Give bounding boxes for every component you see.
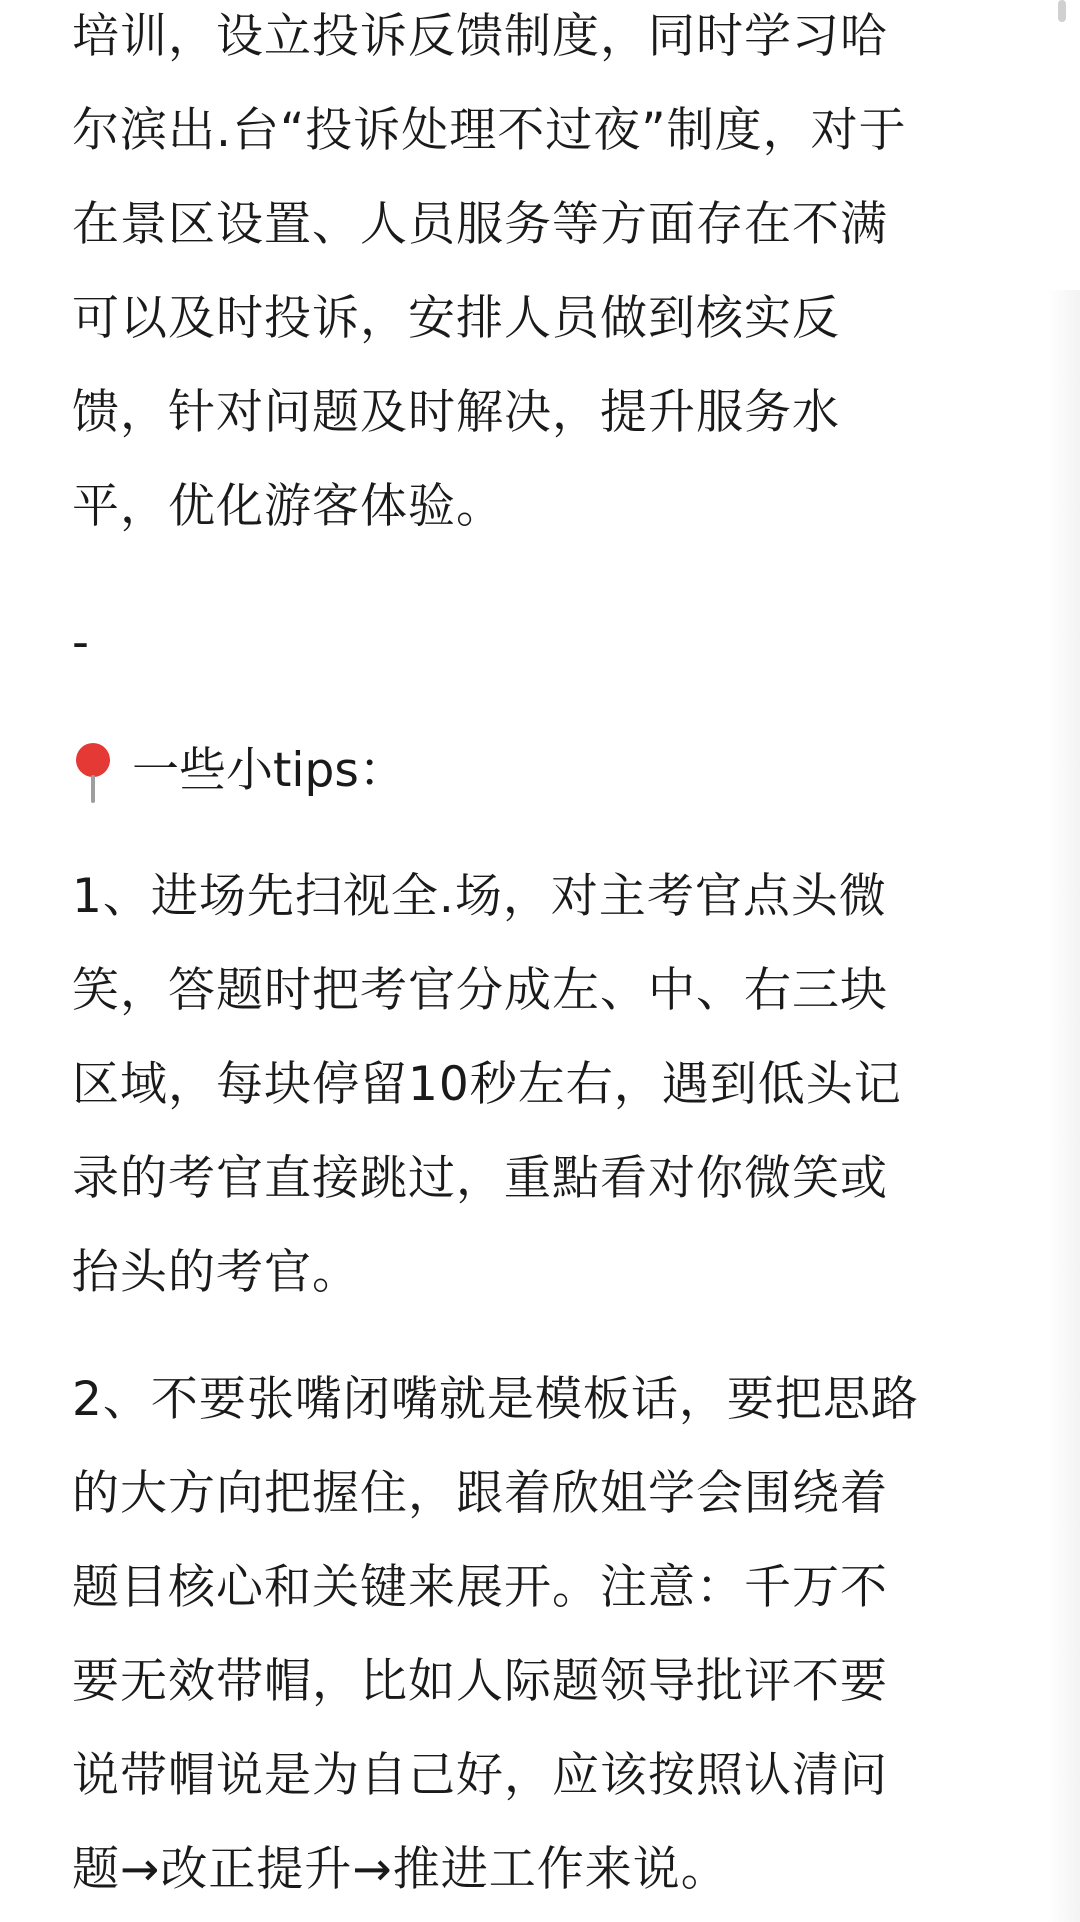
text-line: 平，优化游客体验。 [72,479,504,534]
scrollbar-thumb[interactable] [1058,0,1066,22]
text-line: 说带帽说是为自己好，应该按照认清问 [72,1748,888,1803]
text-line: 笑，答题时把考官分成左、中、右三块 [72,963,888,1018]
text-line: 1、进场先扫视全.场，对主考官点头微 [72,869,887,924]
text-line: 区域，每块停留10秒左右，遇到低头记 [72,1057,902,1112]
tip-1-paragraph [72,850,1012,1320]
tips-heading-label: 一些小tips： [132,743,406,798]
text-line: 可以及时投诉，安排人员做到核实反 [72,291,840,346]
round-pushpin-icon [72,741,120,805]
tip-2-paragraph [72,1353,1012,1917]
tips-heading [72,724,406,818]
text-line: 要无效带帽，比如人际题领导批评不要 [72,1654,888,1709]
scroll-track[interactable] [1048,290,1080,1922]
text-line: 的大方向把握住，跟着欣姐学会围绕着 [72,1466,888,1521]
paragraph-complaint-system [72,0,1012,554]
text-line: 在景区设置、人员服务等方面存在不满 [72,197,888,252]
text-line: 馈，针对问题及时解决，提升服务水 [72,385,840,440]
text-line: 题目核心和关键来展开。注意：千万不 [72,1560,888,1615]
text-line: 2、不要张嘴闭嘴就是模板话，要把思路 [72,1372,919,1427]
text-line: 尔滨出.台“投诉处理不过夜”制度，对于 [72,103,907,158]
text-line: 题→改正提升→推进工作来说。 [72,1842,729,1897]
text-line: 抬头的考官。 [72,1245,360,1300]
text-line: 录的考官直接跳过，重點看对你微笑或 [72,1151,888,1206]
separator-dash: - [72,615,89,670]
text-line: 培训，设立投诉反馈制度，同时学习哈 [72,9,888,64]
